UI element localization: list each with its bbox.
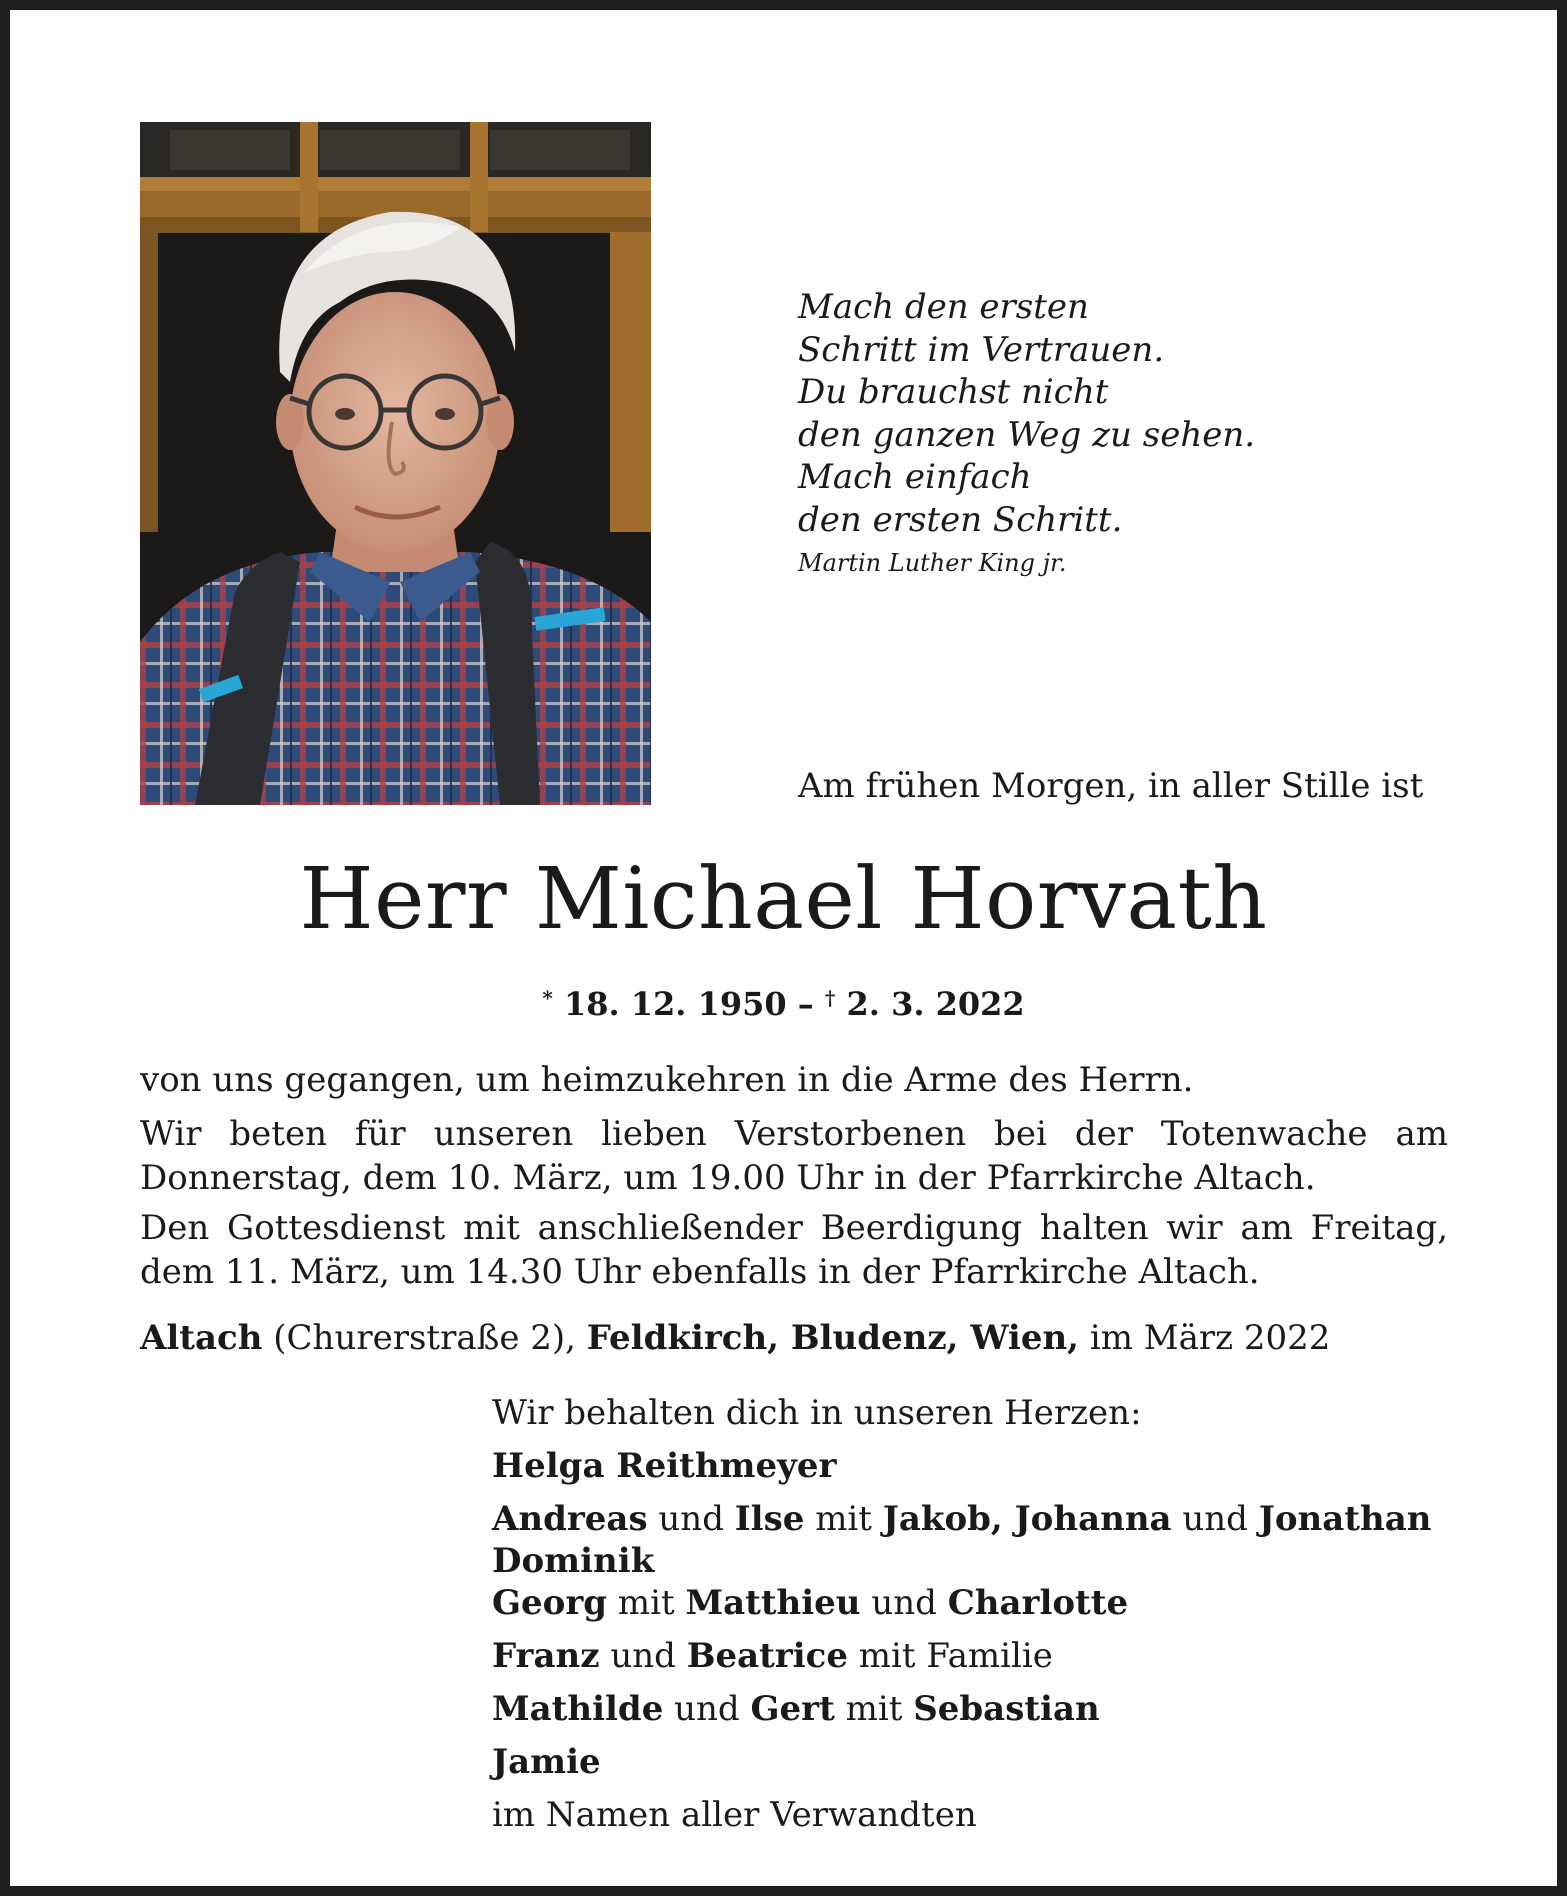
family-row <box>492 1498 1431 1540</box>
paragraph-departure: von uns gegangen, um heimzukehren in die Arme des Herrn. <box>140 1060 1194 1100</box>
family-name: Mathilde <box>492 1689 664 1729</box>
family-connector: und <box>674 1689 740 1729</box>
family-row <box>492 1741 1431 1783</box>
family-name: Jakob, Johanna <box>882 1499 1172 1539</box>
paragraph-funeral: Den Gottesdienst mit anschließender Beerdigung halten wir am Freitag, dem 11. März, um 14.30 Uhr ebenfalls in der Pfarrkirche Altach. <box>140 1208 1448 1292</box>
quote-line: den ganzen Weg zu sehen. <box>798 414 1256 455</box>
family-name: Matthieu <box>685 1583 861 1623</box>
family-name: Georg <box>492 1583 608 1623</box>
family-name: Andreas <box>492 1499 648 1539</box>
quote-author: Martin Luther King jr. <box>798 549 1067 577</box>
family-connector: mit <box>845 1689 903 1729</box>
family-name: Ilse <box>734 1499 805 1539</box>
quote-line: Schritt im Vertrauen. <box>798 329 1165 370</box>
family-heading: Wir behalten dich in unseren Herzen: <box>492 1393 1142 1433</box>
family-connector: mit <box>617 1583 675 1623</box>
family-closing: im Namen aller Verwandten <box>492 1795 977 1835</box>
quote-block <box>798 286 1255 579</box>
portrait-photo <box>140 122 651 805</box>
deceased-name: Herr Michael Horvath <box>299 850 1268 949</box>
family-connector: und <box>658 1499 724 1539</box>
location-cities: Feldkirch, Bludenz, Wien, <box>586 1318 1080 1358</box>
family-connector: und <box>1182 1499 1248 1539</box>
location-line <box>140 1316 1448 1360</box>
family-name: Jamie <box>492 1742 601 1782</box>
family-connector: und <box>871 1583 937 1623</box>
family-row <box>492 1688 1431 1730</box>
family-row <box>492 1540 1431 1582</box>
location-place: Altach <box>140 1318 263 1358</box>
family-name: Gert <box>750 1689 835 1729</box>
portrait-illustration <box>140 122 651 805</box>
birth-date: 18. 12. 1950 <box>563 985 787 1023</box>
quote-line: Du brauchst nicht <box>798 372 1109 412</box>
family-name: Charlotte <box>947 1583 1129 1623</box>
family-row <box>492 1445 1431 1487</box>
life-dates <box>10 976 1557 1026</box>
quote-line: Mach den ersten <box>798 287 1089 327</box>
birth-symbol: * <box>542 986 553 1010</box>
location-address: (Churerstraße 2), <box>273 1318 576 1358</box>
family-name: Beatrice <box>686 1636 848 1676</box>
family-name: Helga Reithmeyer <box>492 1446 837 1486</box>
family-row <box>492 1582 1431 1624</box>
intro-text: Am frühen Morgen, in aller Stille ist <box>798 766 1424 806</box>
date-separator: – <box>797 985 814 1023</box>
family-row <box>492 1635 1431 1677</box>
family-list <box>492 1392 1431 1847</box>
death-date: 2. 3. 2022 <box>846 985 1025 1023</box>
location-date: im März 2022 <box>1089 1318 1331 1358</box>
family-connector: und <box>610 1636 676 1676</box>
paragraph-wake: Wir beten für unseren lieben Verstorbenen bei der Totenwache am Donnerstag, dem 10. März, um 19.00 Uhr in der Pfarrkirche Altach. <box>140 1114 1448 1198</box>
family-connector: mit Familie <box>858 1636 1053 1676</box>
family-name: Jonathan <box>1258 1499 1432 1539</box>
quote-line: Mach einfach <box>798 457 1032 497</box>
death-symbol: † <box>824 986 836 1010</box>
family-name: Dominik <box>492 1541 655 1581</box>
quote-line: den ersten Schritt. <box>798 499 1123 540</box>
family-name: Sebastian <box>913 1689 1100 1729</box>
family-name: Franz <box>492 1636 600 1676</box>
family-connector: mit <box>815 1499 872 1539</box>
